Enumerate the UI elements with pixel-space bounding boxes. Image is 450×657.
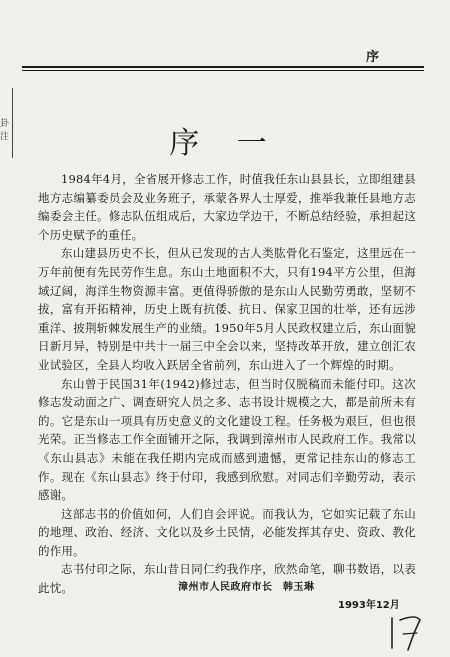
margin-glyphs: 卦 注: [0, 119, 10, 142]
page-title: 序 一: [169, 126, 281, 161]
running-head: 序: [365, 50, 380, 65]
header-rule-thin: [22, 70, 424, 71]
handwritten-page-number: [386, 612, 430, 652]
paragraph: 志书付印之际，东山昔日同仁约我作序，欣然命笔，聊书数语，以表此忱。: [38, 562, 416, 596]
signature-date: 1993年12月: [338, 600, 400, 611]
header-rule-thick: [22, 66, 424, 68]
signature: 漳州市人民政府市长 韩玉琳: [178, 582, 315, 593]
paragraph: 东山建县历史不长，但从已发现的古人类肱骨化石鉴定，这里远在一万年前便有先民劳作生息。东山土地面积不大，只有194平方公里，但海域辽阔，海洋生物资源丰富。更值得骄傲的是东山人民勤劳勇敢，坚韧不拔，富有开拓精神，历史上既有抗倭、抗日、保家卫国的壮举，还有远涉重洋、披荆斩棘发展生产的业绩。1950年5月人民政权建立后，东山面貌日新月异，特别是中共十一届三中全会以来，坚持改革开放，建立创汇农业试验区，全县人均收入跃居全省前列，东山进入了一个辉煌的时期。: [38, 246, 416, 372]
paragraph: 这部志书的价值如何，人们自会评说。而我认为，它如实记载了东山的地理、政治、经济、文化以及乡土民情，必能发挥其存史、资政、教化的作用。: [38, 506, 416, 558]
paragraph: 东山曾于民国31年(1942)修过志，但当时仅脱稿而未能付印。这次修志发动面之广、调查研究人员之多、志书设计规模之大，都是前所未有的。它是东山一项具有历史意义的文化建设工程。任务极为艰巨，但也很光荣。正当修志工作全面铺开之际，我调到漳州市人民政府工作。我常以《东山县志》未能在我任期内完成而感到遗憾，更常记挂东山的修志工作。现在《东山县志》终于付印，我感到欣慰。对同志们辛勤劳动，表示感谢。: [38, 376, 416, 503]
preface-body: [38, 170, 416, 598]
paragraph: 1984年4月，全省展开修志工作，时值我任东山县县长，立即组建县地方志编纂委员会及业务班子，承蒙各界人士厚爱，推举我兼任县地方志编委会主任。修志队伍组成后，大家边学边干，不断总结经验，承担起这个历史赋予的重任。: [38, 172, 416, 242]
